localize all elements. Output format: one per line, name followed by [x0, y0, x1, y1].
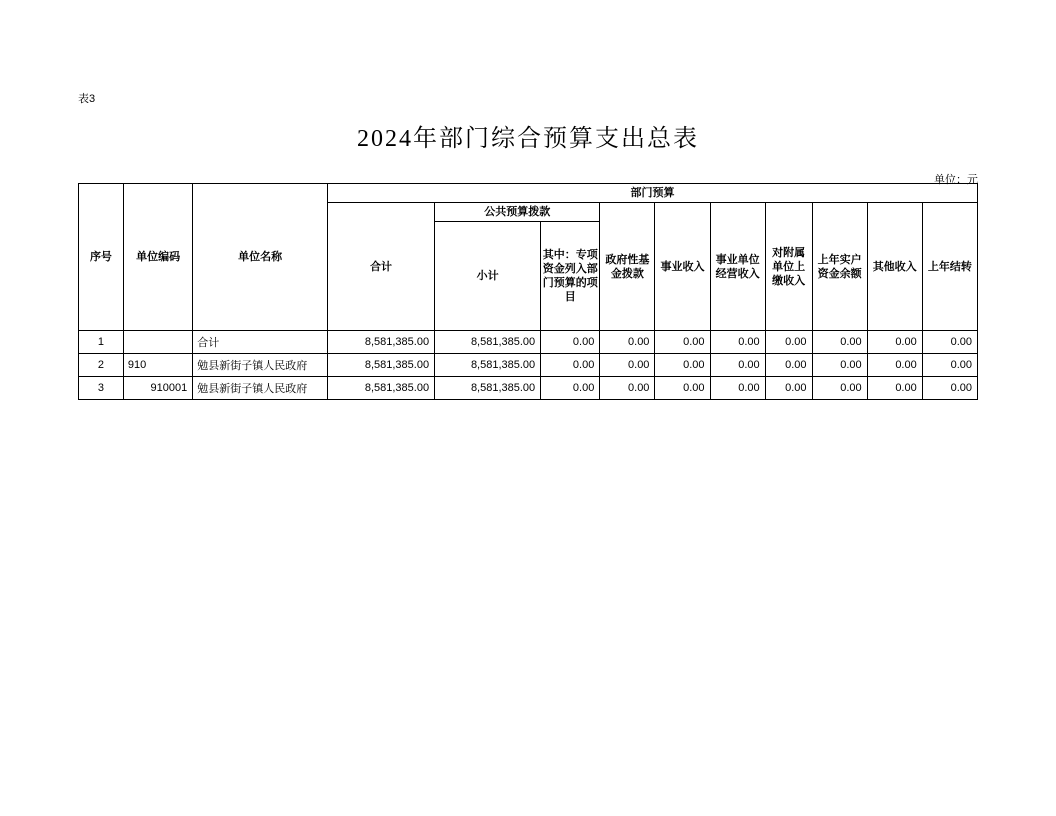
header-public-budget-appropriation: 公共预算拨款	[435, 203, 600, 222]
cell-seq: 3	[79, 377, 124, 400]
cell-gov-fund-appropriation: 0.00	[600, 377, 655, 400]
cell-subtotal: 8,581,385.00	[435, 354, 541, 377]
cell-prior-year-carryover: 0.00	[922, 331, 977, 354]
header-business-income: 事业收入	[655, 203, 710, 331]
cell-prior-year-balance: 0.00	[812, 331, 867, 354]
cell-special-fund-project: 0.00	[541, 377, 600, 400]
cell-business-operating-income: 0.00	[710, 354, 765, 377]
cell-prior-year-carryover: 0.00	[922, 354, 977, 377]
header-seq: 序号	[79, 184, 124, 331]
table-row	[79, 354, 978, 377]
cell-prior-year-balance: 0.00	[812, 354, 867, 377]
table-row	[79, 331, 978, 354]
cell-unit-code	[123, 331, 192, 354]
cell-business-income: 0.00	[655, 354, 710, 377]
header-unit-name: 单位名称	[193, 184, 328, 331]
cell-unit-name: 勉县新街子镇人民政府	[193, 377, 328, 400]
cell-unit-name: 勉县新街子镇人民政府	[193, 354, 328, 377]
table-row	[79, 377, 978, 400]
header-other-income: 其他收入	[867, 203, 922, 331]
budget-table	[78, 183, 978, 400]
cell-unit-name: 合计	[193, 331, 328, 354]
cell-special-fund-project: 0.00	[541, 354, 600, 377]
cell-subtotal: 8,581,385.00	[435, 331, 541, 354]
header-special-fund-project: 其中：专项资金列入部门预算的项目	[541, 222, 600, 331]
cell-special-fund-project: 0.00	[541, 331, 600, 354]
page-title: 2024年部门综合预算支出总表	[357, 126, 699, 152]
cell-business-income: 0.00	[655, 377, 710, 400]
cell-unit-code: 910	[123, 354, 192, 377]
sheet-label: 表3	[78, 93, 96, 105]
cell-prior-year-balance: 0.00	[812, 377, 867, 400]
header-prior-year-carryover: 上年结转	[922, 203, 977, 331]
cell-gov-fund-appropriation: 0.00	[600, 354, 655, 377]
cell-unit-code: 910001	[123, 377, 192, 400]
cell-subordinate-unit-income: 0.00	[765, 331, 812, 354]
cell-seq: 1	[79, 331, 124, 354]
cell-gov-fund-appropriation: 0.00	[600, 331, 655, 354]
unit-note: 单位：元	[934, 174, 978, 186]
cell-prior-year-carryover: 0.00	[922, 377, 977, 400]
header-total: 合计	[327, 203, 434, 331]
table-body	[79, 331, 978, 400]
header-subordinate-unit-income: 对附属单位上缴收入	[765, 203, 812, 331]
table-header-row-1	[79, 184, 978, 203]
cell-subordinate-unit-income: 0.00	[765, 354, 812, 377]
cell-business-operating-income: 0.00	[710, 377, 765, 400]
cell-total: 8,581,385.00	[327, 331, 434, 354]
cell-other-income: 0.00	[867, 354, 922, 377]
cell-seq: 2	[79, 354, 124, 377]
header-subtotal: 小计	[435, 222, 541, 331]
cell-business-income: 0.00	[655, 331, 710, 354]
budget-table-wrapper	[78, 183, 978, 400]
cell-subordinate-unit-income: 0.00	[765, 377, 812, 400]
cell-other-income: 0.00	[867, 331, 922, 354]
header-gov-fund-appropriation: 政府性基金拨款	[600, 203, 655, 331]
cell-subtotal: 8,581,385.00	[435, 377, 541, 400]
header-prior-year-balance: 上年实户资金余额	[812, 203, 867, 331]
cell-other-income: 0.00	[867, 377, 922, 400]
cell-total: 8,581,385.00	[327, 377, 434, 400]
header-dept-budget: 部门预算	[327, 184, 977, 203]
cell-total: 8,581,385.00	[327, 354, 434, 377]
cell-business-operating-income: 0.00	[710, 331, 765, 354]
header-unit-code: 单位编码	[123, 184, 192, 331]
header-business-operating-income: 事业单位经营收入	[710, 203, 765, 331]
